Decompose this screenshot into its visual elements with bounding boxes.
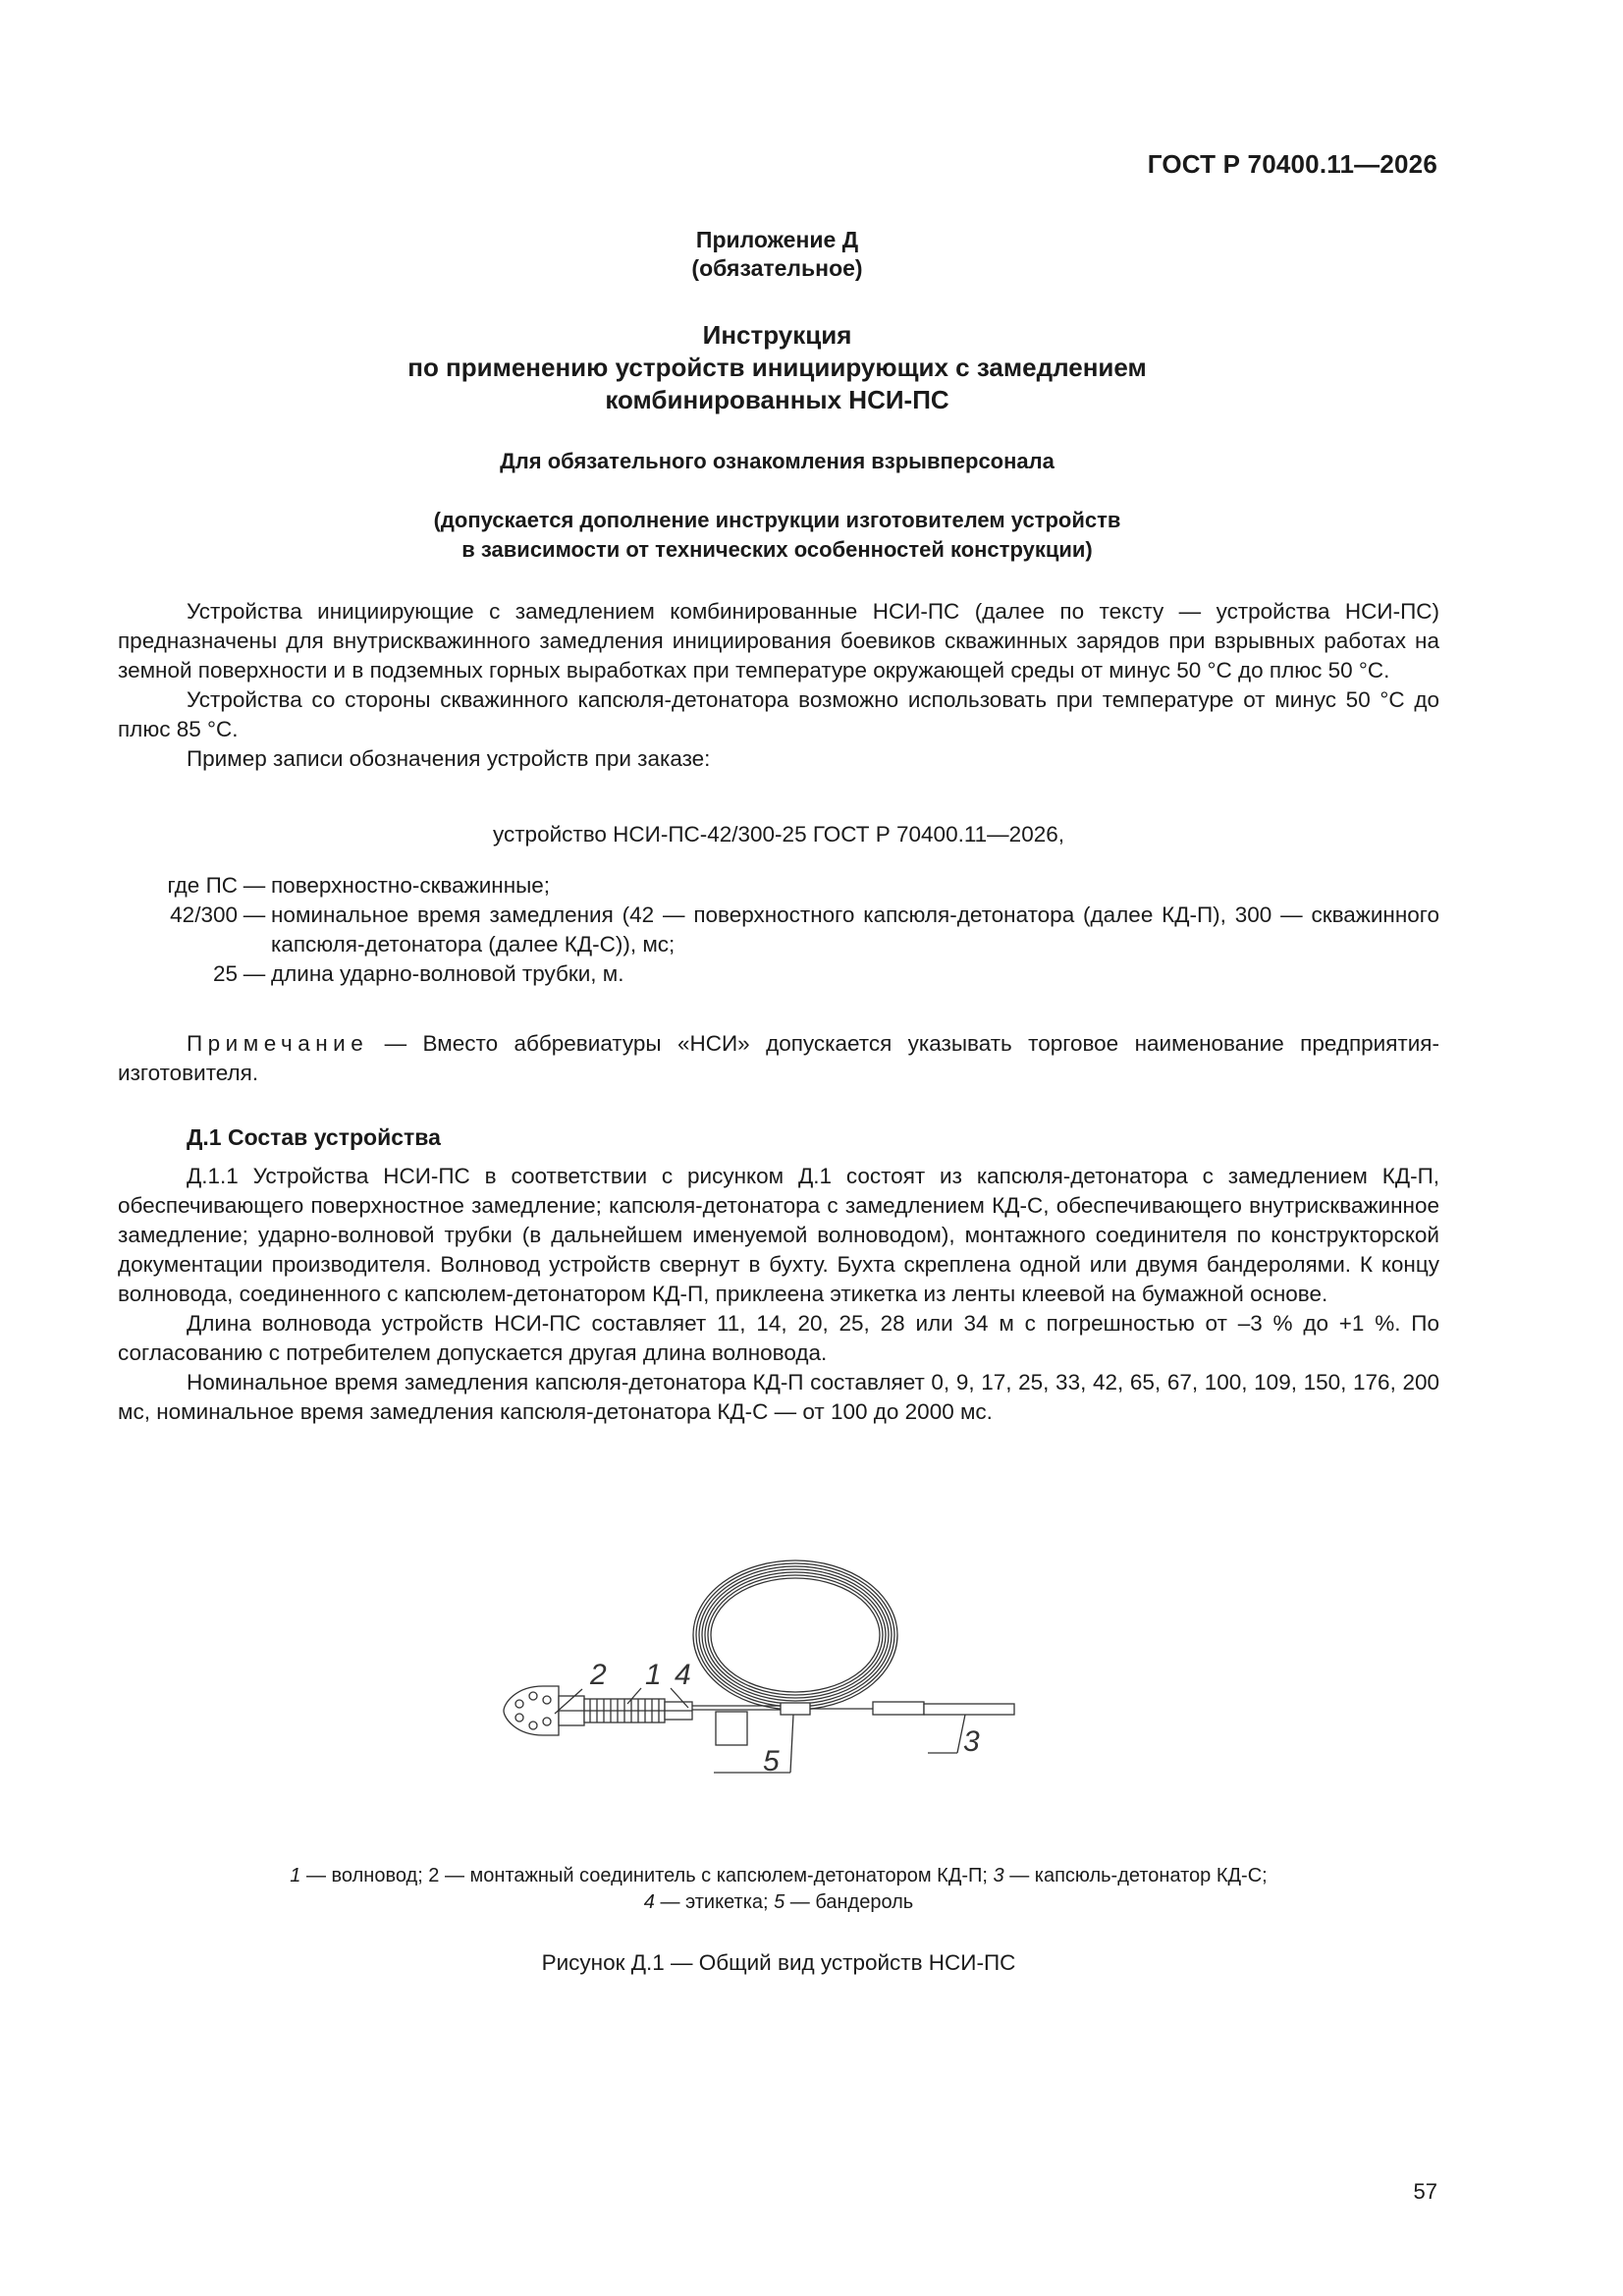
intro-paragraph-2: Устройства со стороны скважинного капсюля-детонатора возможно использовать при температуре от минус 50 °С до плюс 85 °С. — [118, 687, 1439, 741]
section-paragraph-2: Длина волновода устройств НСИ-ПС составляет 11, 14, 20, 25, 28 или 34 м с погрешностью от –3 % до +1 %. По согласованию с потребителем допускается другая длина волновода. — [118, 1311, 1439, 1365]
annex-status: (обязательное) — [691, 255, 863, 281]
figure-legend: 1 — волновод; 2 — монтажный соединитель с капсюлем-детонатором КД-П; 3 — капсюль-детонатор КД-С; 4 — этикетка; 5 — бандероль — [290, 1865, 1268, 1913]
title-line-1: Инструкция — [702, 320, 852, 350]
note-text: — Вместо аббревиатуры «НСИ» допускается указывать торговое наименование предприятия-изготовителя. — [118, 1031, 1439, 1085]
device-drawing — [496, 1557, 1046, 1792]
order-designation-example: устройство НСИ-ПС-42/300-25 ГОСТ Р 70400.11—2026, — [493, 822, 1064, 847]
legend-row — [118, 871, 1439, 901]
section-paragraph-3: Номинальное время замедления капсюля-детонатора КД-П составляет 0, 9, 17, 25, 33, 42, 65, 67, 100, 109, 150, 176, 200 мс, номинальное время замедления капсюля-детонатора КД-С — от 100 до 2000 мс. — [118, 1370, 1439, 1424]
intro-section — [118, 597, 1439, 774]
title-line-2: по применению устройств инициирующих с замедлением — [407, 353, 1147, 382]
legend-row — [118, 959, 1439, 989]
standard-number: ГОСТ Р 70400.11—2026 — [1147, 149, 1437, 179]
figure-label-1: 1 — [645, 1659, 662, 1691]
legend-dash: — — [243, 873, 266, 898]
annex-title — [118, 226, 1436, 283]
legend-key: 25 — [212, 961, 238, 986]
legend-row — [118, 901, 1439, 959]
figure-label-2: 2 — [590, 1659, 607, 1691]
note-label: Примечание — [187, 1031, 369, 1056]
title-line-3: комбинированных НСИ-ПС — [605, 385, 949, 414]
addition-line-1: (допускается дополнение инструкции изготовителем устройств — [433, 508, 1121, 532]
figure-label-3: 3 — [963, 1725, 980, 1758]
document-title — [118, 319, 1436, 416]
figure-label-5: 5 — [763, 1745, 780, 1777]
legend-dash: — — [243, 961, 266, 986]
personnel-notice: Для обязательного ознакомления взрывперсонала — [500, 449, 1055, 473]
intro-paragraph-1: Устройства инициирующие с замедлением комбинированные НСИ-ПС (далее по тексту — устройства НСИ-ПС) предназначены для внутрискважинного замедления инициирования боевиков скважинных зарядов при взрывных работах на земной поверхности и в подземных горных выработках при температуре окружающей среды от минус 50 °С до плюс 50 °С. — [118, 599, 1439, 683]
legend-value: длина ударно-волновой трубки, м. — [271, 961, 624, 986]
manufacturer-addition-note — [118, 506, 1436, 565]
page-number: 57 — [1413, 2179, 1437, 2204]
annex-label: Приложение Д — [695, 227, 859, 252]
figure-label-4: 4 — [675, 1659, 691, 1691]
designation-legend — [118, 871, 1439, 989]
figure-caption: Рисунок Д.1 — Общий вид устройств НСИ-ПС — [541, 1950, 1016, 1975]
section-paragraph-1: Д.1.1 Устройства НСИ-ПС в соответствии с рисунком Д.1 состоят из капсюля-детонатора с замедлением КД-П, обеспечивающего поверхностное замедление; капсюля-детонатора с замедлением КД-С, обеспечивающего внутрискважинное замедление; ударно-волновой трубки (в дальнейшем именуемой волноводом), монтажного соединителя по конструкторской документации производителя. Волновод устройств свернут в бухту. Бухта скреплена одной или двумя бандеролями. К концу волновода, соединенного с капсюлем-детонатором КД-П, приклеена этикетка из ленты клеевой на бумажной основе. — [118, 1164, 1439, 1306]
legend-key: где ПС — [167, 873, 238, 898]
legend-value: номинальное время замедления (42 — поверхностного капсюля-детонатора (далее КД-П), 300 — скважинного капсюля-детонатора (далее КД-С)), мс; — [271, 902, 1439, 957]
legend-key: 42/300 — [170, 902, 238, 927]
note — [118, 1029, 1439, 1088]
section-body — [118, 1162, 1439, 1427]
legend-dash: — — [243, 902, 266, 927]
section-heading: Д.1 Состав устройства — [187, 1124, 441, 1150]
intro-paragraph-3: Пример записи обозначения устройств при заказе: — [187, 746, 711, 771]
addition-line-2: в зависимости от технических особенностей конструкции) — [461, 537, 1093, 562]
legend-value: поверхностно-скважинные; — [271, 873, 551, 898]
